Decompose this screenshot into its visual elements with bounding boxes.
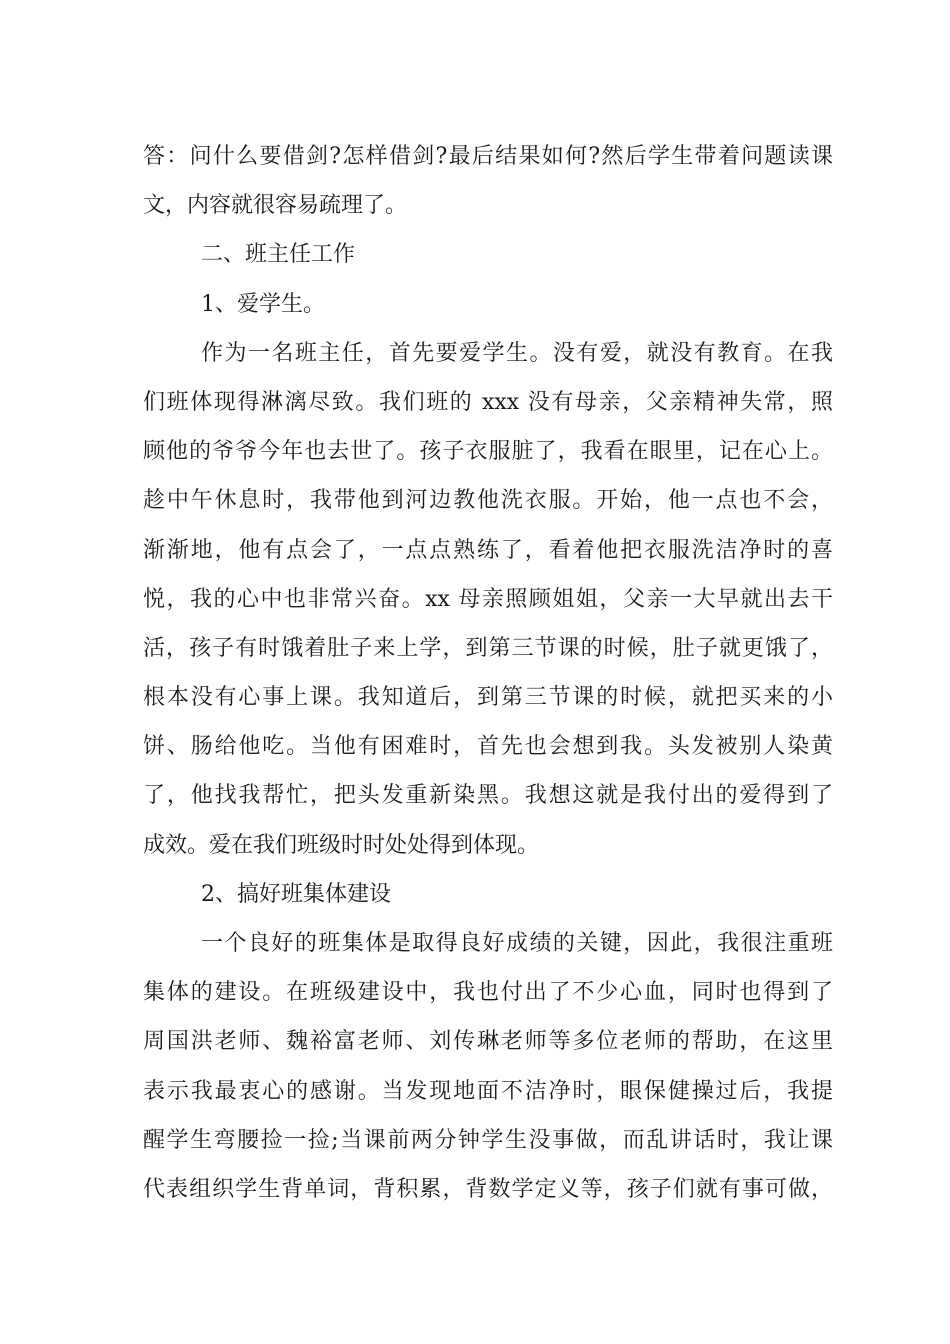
text-line: 顾他的爷爷今年也去世了。孩子衣服脏了，我看在眼里，记在心上。 <box>143 439 833 465</box>
text-line: 答：问什么要借剑?怎样借剑?最后结果如何?然后学生带着问题读课 <box>143 144 833 169</box>
text-line: 周国洪老师、魏裕富老师、刘传琳老师等多位老师的帮助，在这里 <box>143 1029 833 1055</box>
text-line: 根本没有心事上课。我知道后，到第三节课的时候，就把买来的小 <box>143 685 833 711</box>
section-heading: 二、班主任工作 <box>201 242 356 268</box>
subsection-heading: 1、爱学生。 <box>201 291 325 317</box>
text-line: 集体的建设。在班级建设中，我也付出了不少心血，同时也得到了 <box>143 980 833 1006</box>
text-line: 成效。爱在我们班级时时处处得到体现。 <box>143 832 540 858</box>
text-line: 一个良好的班集体是取得良好成绩的关键，因此，我很注重班 <box>201 931 833 956</box>
text-line: 了，他找我帮忙，把头发重新染黑。我想这就是我付出的爱得到了 <box>143 783 833 809</box>
text-line: 们班体现得淋漓尽致。我们班的 xxx 没有母亲，父亲精神失常，照 <box>143 389 833 415</box>
body-text <box>143 132 833 1214</box>
text-line: 作为一名班主任，首先要爱学生。没有爱，就没有教育。在我 <box>201 340 833 366</box>
text-line: 渐渐地，他有点会了，一点点熟练了，看着他把衣服洗洁净时的喜 <box>143 537 833 563</box>
text-line: 饼、肠给他吃。当他有困难时，首先也会想到我。头发被别人染黄 <box>143 734 833 760</box>
text-line: 活，孩子有时饿着肚子来上学，到第三节课的时候，肚子就更饿了， <box>143 635 833 661</box>
text-line: 表示我最衷心的感谢。当发现地面不洁净时，眼保健操过后，我提 <box>143 1078 833 1104</box>
text-line: 代表组织学生背单词，背积累，背数学定义等，孩子们就有事可做， <box>143 1176 833 1202</box>
subsection-heading: 2、搞好班集体建设 <box>201 881 391 907</box>
text-line: 醒学生弯腰捡一捡;当课前两分钟学生没事做，而乱讲话时，我让课 <box>143 1127 833 1153</box>
text-line: 趁中午休息时，我带他到河边教他洗衣服。开始，他一点也不会， <box>143 488 833 514</box>
text-line: 文，内容就很容易疏理了。 <box>143 193 408 219</box>
text-line: 悦，我的心中也非常兴奋。xx 母亲照顾姐姐，父亲一大早就出去干 <box>143 586 833 612</box>
